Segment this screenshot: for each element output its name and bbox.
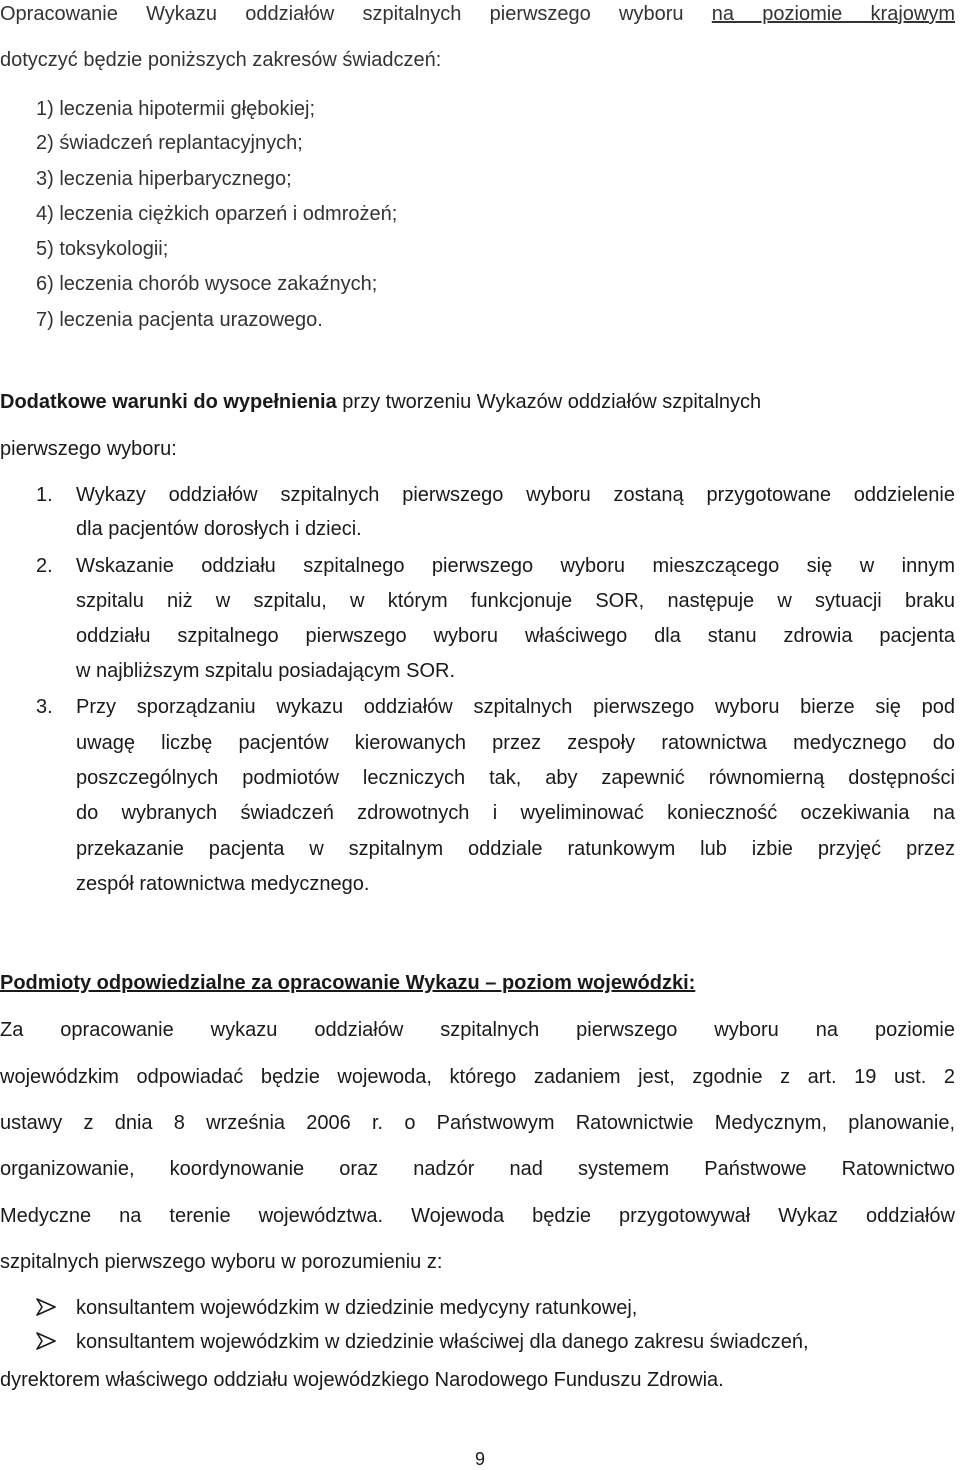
item-number: 3. [36,696,53,718]
scope-list-item: 2) świadczeń replantacyjnych; [36,132,303,154]
regional-paragraph-line: Za opracowanie wykazu oddziałów szpitalnych pierwszego wyboru na poziomie [0,1019,955,1041]
closing-line: dyrektorem właściwego oddziału wojewódzkiego Narodowego Funduszu Zdrowia. [0,1369,724,1391]
item-line: poszczególnych podmiotów leczniczych tak, aby zapewnić równomierną dostępności [76,767,955,789]
scope-list-item: 7) leczenia pacjenta urazowego. [36,309,323,331]
arrow-bullet-icon [36,1329,76,1355]
regional-paragraph-line: szpitalnych pierwszego wyboru w porozumieniu z: [0,1251,443,1273]
arrow-bullet-icon [36,1295,76,1321]
item-line: dla pacjentów dorosłych i dzieci. [76,518,362,540]
conditions-heading-rest: przy tworzeniu Wykazów oddziałów szpitalnych [336,391,762,413]
item-line: Przy sporządzaniu wykazu oddziałów szpitalnych pierwszego wyboru bierze się pod [76,696,955,718]
item-line: oddziału szpitalnego pierwszego wyboru właściwego dla stanu zdrowia pacjenta [76,625,955,647]
intro-text: Opracowanie Wykazu oddziałów szpitalnych pierwszego wyboru [0,3,712,25]
item-line: Wskazanie oddziału szpitalnego pierwszego wyboru mieszczącego się w innym [76,555,955,577]
item-line: do wybranych świadczeń zdrowotnych i wyeliminować konieczność oczekiwania na [76,802,955,824]
item-line: przekazanie pacjenta w szpitalnym oddziale ratunkowym lub izbie przyjęć przez [76,838,955,860]
regional-paragraph-line: organizowanie, koordynowanie oraz nadzór nad systemem Państwowe Ratownictwo [0,1158,955,1180]
conditions-heading-bold: Dodatkowe warunki do wypełnienia [0,391,337,413]
item-line: zespół ratownictwa medycznego. [76,873,370,895]
item-number: 1. [36,484,53,506]
item-line: uwagę liczbę pacjentów kierowanych przez zespoły ratownictwa medycznego do [76,732,955,754]
bullet-text: konsultantem wojewódzkim w dziedzinie medycyny ratunkowej, [76,1297,638,1319]
scope-list-item: 1) leczenia hipotermii głębokiej; [36,98,316,120]
item-line: w najbliższym szpitalu posiadającym SOR. [76,660,456,682]
intro-underlined-text: na poziomie krajowym [711,3,955,25]
item-number: 2. [36,555,53,577]
scope-list-item: 4) leczenia ciężkich oparzeń i odmrożeń; [36,203,398,225]
conditions-heading-line-2: pierwszego wyboru: [0,438,177,460]
bullet-item [36,1295,637,1321]
scope-list-item: 6) leczenia chorób wysoce zakaźnych; [36,273,378,295]
item-line: Wykazy oddziałów szpitalnych pierwszego wyboru zostaną przygotowane oddzielenie [76,484,955,506]
intro-line-2: dotyczyć będzie poniższych zakresów świadczeń: [0,49,442,71]
bullet-text: konsultantem wojewódzkim w dziedzinie właściwej dla danego zakresu świadczeń, [76,1331,809,1353]
regional-paragraph-line: wojewódzkim odpowiadać będzie wojewoda, którego zadaniem jest, zgodnie z art. 19 ust. 2 [0,1066,955,1088]
regional-paragraph-line: ustawy z dnia 8 września 2006 r. o Państwowym Ratownictwie Medycznym, planowanie, [0,1112,955,1134]
regional-heading [0,970,695,996]
page-number: 9 [474,1449,485,1469]
bullet-item [36,1329,809,1355]
scope-list-item: 3) leczenia hiperbarycznego; [36,168,292,190]
conditions-heading [0,389,761,415]
regional-heading-text: Podmioty odpowiedzialne za opracowanie Wykazu – poziom wojewódzki: [0,972,696,994]
intro-line-1 [0,1,955,27]
scope-list-item: 5) toksykologii; [36,238,169,260]
regional-paragraph-line: Medyczne na terenie województwa. Wojewoda będzie przygotowywał Wykaz oddziałów [0,1205,955,1227]
item-line: szpitalu niż w szpitalu, w którym funkcjonuje SOR, następuje w sytuacji braku [76,590,955,612]
